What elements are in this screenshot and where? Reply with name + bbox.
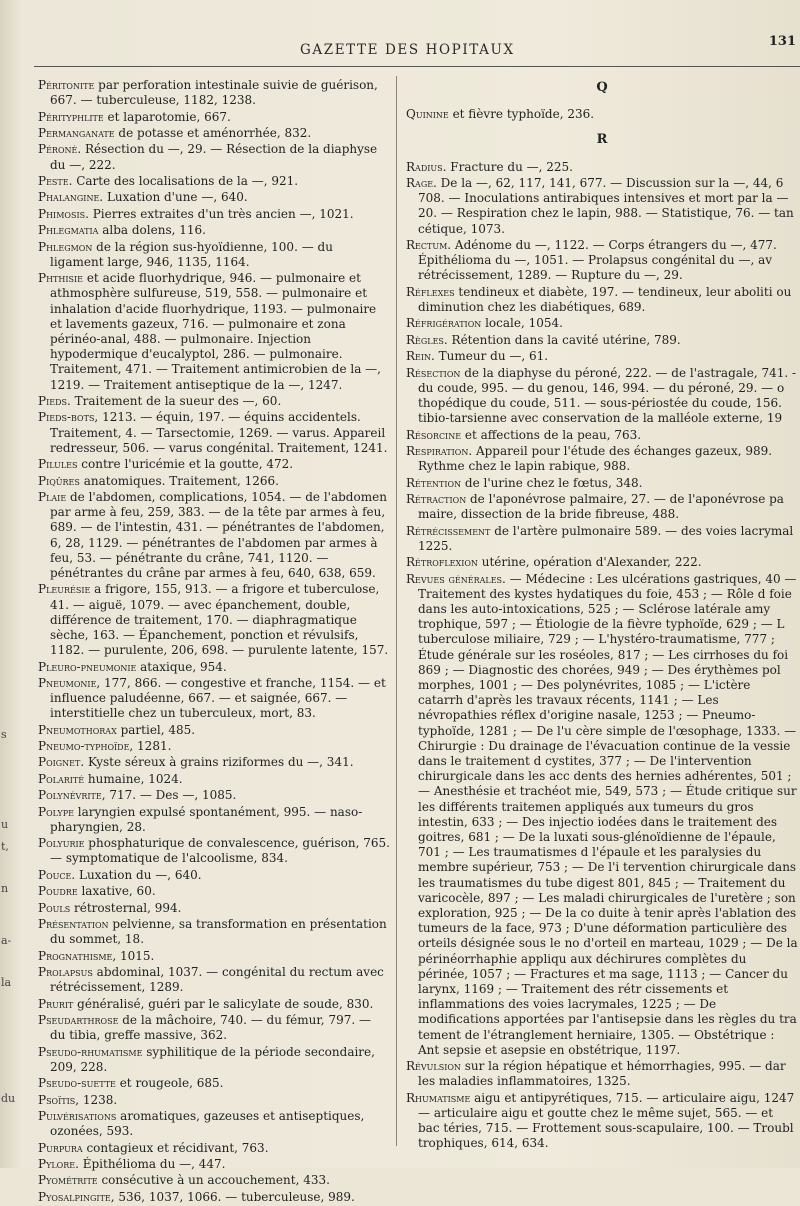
entry-keyword: Psoïtis, — [38, 1092, 80, 1107]
entry-keyword: Rétroflexion — [406, 555, 478, 570]
entry-keyword: Permanganate — [38, 125, 115, 140]
entry-text: alba dolens, 116. — [98, 223, 206, 238]
index-entry — [38, 190, 390, 205]
entry-text: de l'artère pulmonaire 589. — des voies lacrymal 1225. — [418, 523, 794, 553]
entry-text: consécutive à un accouchement, 433. — [97, 1173, 330, 1188]
index-entry — [38, 78, 390, 108]
entry-keyword: Prurit — [38, 996, 74, 1011]
entry-keyword: Rhumatisme — [406, 1090, 471, 1105]
entry-keyword: Réfrigération — [406, 316, 482, 331]
entry-text: Luxation du —, 640. — [75, 867, 202, 882]
entry-keyword: Phimosis. — [38, 206, 89, 221]
entry-keyword: Révulsion — [406, 1059, 461, 1074]
index-entry — [38, 394, 390, 409]
index-entry — [38, 1190, 390, 1205]
entry-text: 536, 1037, 1066. — tuberculeuse, 989. — [114, 1189, 355, 1204]
entry-text: Adénome du —, 1122. — Corps étrangers du —, 477. Épithélioma du —, 1051. — Prolapsus congénital du —, av rétrécissement, 1289. — Rupture du —, 29. — [418, 238, 777, 283]
entry-keyword: Plaie — [38, 489, 67, 504]
index-entry — [406, 1059, 798, 1089]
entry-text: Fracture du —, 225. — [446, 159, 573, 174]
index-entry — [38, 474, 390, 489]
entry-keyword: Pyométrite — [38, 1173, 98, 1188]
index-entry — [406, 316, 798, 331]
entry-keyword: Polarité — [38, 771, 85, 786]
entry-text: aromatiques, gazeuses et antiseptiques, ozonées, 593. — [50, 1108, 365, 1139]
entry-keyword: Pseudo-rhumatisme — [38, 1044, 143, 1059]
entry-text: de la diaphyse du péroné, 222. — de l'astragale, 741. - du coude, 995. — du genou, 146, 994. — du péroné, 29. — o thopédique du coude, 511. — sous-périostée du coude, 156. tibio-tarsienne avec conservation de la malléole externe, 19 — [418, 365, 797, 426]
entry-keyword: Pylore. — [38, 1156, 79, 1171]
entry-text: de l'urine chez le fœtus, 348. — [461, 475, 643, 490]
entry-keyword: Résorcine — [406, 427, 462, 442]
entry-keyword: Polyurie — [38, 836, 85, 851]
index-entry — [38, 805, 390, 835]
entry-keyword: Pseudarthrose — [38, 1012, 119, 1027]
entry-text: locale, 1054. — [481, 316, 563, 331]
index-entry — [406, 107, 798, 122]
index-entry — [406, 285, 798, 315]
left-edge-fragment — [0, 700, 14, 1120]
section-r-entries — [406, 160, 798, 1152]
entry-keyword: Péroné. — [38, 142, 82, 157]
entry-text: ataxique, 954. — [136, 659, 227, 674]
page-number: 131 — [768, 34, 796, 49]
entry-keyword: Pouls — [38, 900, 71, 915]
entry-keyword: Rétrécissement — [406, 523, 491, 538]
index-entry — [38, 901, 390, 916]
index-entry — [38, 490, 390, 581]
entry-text: Luxation d'une —, 640. — [103, 190, 248, 205]
entry-keyword: Rage. — [406, 176, 437, 190]
entry-text: phosphaturique de convalescence, guérison, 765. — symptomatique de l'alcoolisme, 834. — [50, 836, 390, 866]
index-entry — [38, 142, 390, 172]
entry-text: Carte des localisations de la —, 921. — [72, 173, 299, 188]
right-column — [406, 78, 798, 1153]
index-entry — [38, 1141, 390, 1156]
index-entry — [38, 126, 390, 141]
entry-keyword: Phlegmon — [38, 239, 93, 254]
entry-text: de l'aponévrose palmaire, 27. — de l'aponévrose pa maire, dissection de la bride fibreuse, 488. — [418, 491, 784, 522]
entry-keyword: Présentation — [38, 917, 109, 932]
index-entry — [38, 660, 390, 675]
entry-text: laryngien expulsé spontanément, 995. — naso-pharyngien, 28. — [50, 804, 363, 834]
index-entry — [38, 1013, 390, 1043]
index-entry — [38, 110, 390, 125]
left-column — [38, 78, 390, 1206]
index-entry — [406, 572, 798, 1059]
entry-keyword: Piqûres — [38, 473, 80, 488]
entry-text: contagieux et récidivant, 763. — [82, 1140, 269, 1155]
index-entry — [38, 884, 390, 899]
section-q-entries — [406, 107, 798, 122]
entry-keyword: Polype — [38, 804, 74, 819]
edge-fragment-text: s — [1, 728, 7, 741]
edge-fragment-text: t, — [1, 840, 9, 853]
entry-keyword: Pilules — [38, 457, 78, 472]
index-entry — [38, 1076, 390, 1091]
entry-keyword: Pleuro-pneumonie — [38, 659, 137, 674]
entry-keyword: Pyosalpingite, — [38, 1189, 115, 1204]
entry-text: De la —, 62, 117, 141, 677. — Discussion sur la —, 44, 6 708. — Inoculations antirabiques intensives et mort par la — 20. — Respiration chez le lapin, 988. — Statistique, 76. — tan cétique, 1073. — [418, 176, 794, 236]
entry-text: par perforation intestinale suivie de guérison, 667. — tuberculeuse, 1182, 1238. — [50, 78, 378, 108]
entry-text: humaine, 1024. — [84, 771, 183, 786]
index-entry — [406, 1091, 798, 1152]
entry-keyword: Pieds-bots, — [38, 410, 99, 425]
entry-keyword: Pleurésie — [38, 582, 91, 597]
entry-keyword: Respiration. — [406, 443, 473, 458]
entry-keyword: Rétraction — [406, 491, 467, 506]
entry-text: tendineux et diabète, 197. — tendineux, leur aboliti ou diminution chez les diabétiques, 689. — [418, 284, 792, 314]
index-entry — [38, 676, 390, 722]
entry-keyword: Rectum. — [406, 238, 452, 252]
index-entry — [406, 349, 798, 364]
entry-keyword: Pulvérisations — [38, 1108, 117, 1123]
index-entry — [38, 1173, 390, 1188]
index-entry — [406, 444, 798, 474]
entry-keyword: Pneumo-typhoïde, — [38, 739, 134, 754]
entry-keyword: Réflexes — [406, 284, 455, 299]
entry-text: Traitement de la sueur des —, 60. — [70, 393, 282, 408]
entry-text: 717. — Des —, 1085. — [105, 788, 237, 803]
index-entry — [38, 1093, 390, 1108]
entry-keyword: Polynévrite, — [38, 788, 106, 803]
entry-text: Épithélioma du —, 447. — [78, 1156, 226, 1171]
edge-fragment-text: du — [1, 1092, 16, 1105]
index-entry — [38, 240, 390, 270]
journal-title: GAZETTE DES HOPITAUX — [300, 42, 515, 58]
entry-text: laxative, 60. — [77, 884, 156, 899]
entry-text: abdominal, 1037. — congénital du rectum avec rétrécissement, 1289. — [50, 965, 384, 995]
entry-text: et affections de la peau, 763. — [461, 427, 642, 442]
edge-fragment-text: a- — [1, 934, 12, 947]
entry-text: rétrosternal, 994. — [70, 900, 182, 915]
index-entry — [406, 238, 798, 284]
entry-text: a frigore, 155, 913. — a frigore et tuberculose, 41. — aiguë, 1079. — avec épanchement, double, différence de traitement, 170. — diaphragmatique sèche, 163. — Épanchement, ponction et révulsifs, 1182. — purulente, 206, 698. — purulente latente, 157. — [50, 582, 389, 658]
header-rule — [34, 66, 800, 67]
index-entry — [38, 965, 390, 995]
index-entry — [406, 428, 798, 443]
index-entry — [38, 1045, 390, 1075]
section-letter-q: Q — [596, 80, 608, 95]
entry-text: aigu et antipyrétiques, 715. — articulaire aigu, 1247 — articulaire aigu et goutte chez le même sujet, 565. — et bac téries, 715. — Frottement sous-scapulaire, 100. — Troubl trophiques, 614, 634. — [418, 1090, 795, 1151]
entry-text: utérine, opération d'Alexander, 222. — [477, 555, 702, 570]
entry-text: sur la région hépatique et hémorrhagies, 995. — dar les maladies inflammatoires, 1325. — [418, 1059, 786, 1089]
index-entry — [406, 492, 798, 522]
entry-keyword: Pouce. — [38, 867, 76, 882]
entry-text: Rétention dans la cavité utérine, 789. — [447, 332, 681, 347]
entry-text: partiel, 485. — [116, 722, 196, 737]
index-entry — [38, 949, 390, 964]
entry-keyword: Revues générales. — [406, 571, 506, 586]
entry-text: de potasse et aménorrhée, 832. — [114, 125, 312, 140]
entry-text: généralisé, guéri par le salicylate de soude, 830. — [73, 996, 374, 1011]
entry-keyword: Radius. — [406, 159, 447, 174]
edge-fragment-text: u — [1, 818, 9, 831]
index-entry — [38, 457, 390, 472]
index-entry — [38, 1109, 390, 1139]
index-entry — [38, 755, 390, 770]
entry-text: — Médecine : Les ulcérations gastriques, 40 — Traitement des kystes hydatiques du foie, 453 ; — Rôle d foie dans les auto-intoxications, 525 ; — Sclérose latérale amy trophique, 597 ; — Étiologie de la fièvre typhoïde, 629 ; — L tuberculose miliaire, 729 ; — L'hystéro-traumatisme, 777 ; Étude générale sur les roséoles, 817 ; — Les cirrhoses du foi 869 ; — Diagnostic des chorées, 949 ; — Des érythèmes pol morphes, 1001 ; — Des polynévrites, 1085 ; — L'ictère catarrh d'après les travaux récents, 1141 ; — Les névropathies réflex d'origine nasale, 1253 ; — Pneumo-typhoïde, 1281 ; — De l'u cère simple de l'œsophage, 1333. — Chirurgie : Du drainage de l'évacuation continue de la vessie dans le traitement d cystites, 377 ; — De l'intervention chirurgicale dans les acc dents des hernies adhérentes, 501 ; — Anesthésie et trachéot mie, 549, 573 ; — Étude critique sur les différents traitemen appliqués aux tumeurs du gros intestin, 633 ; — Des injectio iodées dans le traitement des goitres, 681 ; — De la luxati sous-glénoïdienne de l'épaule, 701 ; — Les traumatismes d l'épaule et les paralysies du membre supérieur, 753 ; — De l'i tervention chirurgicale dans les traumatismes du tube digest 801, 845 ; — Traitement du varicocèle, 897 ; — Les maladi chirurgicales de l'uretère ; son exploration, 925 ; — De la co duite à tenir après l'ablation des tumeurs de la face, 973 ; D'une déformation particulière des orteils désignée sous le no d'orteil en marteau, 1029 ; — De la périnéorrhaphie appliqu aux déchirures complètes du périnée, 1057 ; — Fractures et ma sage, 1113 ; — Cancer du larynx, 1169 ; — Traitement des rétr cissements et inflammations des voies lacrymales, 1225 ; — De modifications apportées par l'antisepsie dans les règles du tra tement de l'étranglement herniaire, 1305. — Obstétrique : Ant sepsie et asepsie en obstétrique, 1197. — [418, 571, 798, 1057]
entry-keyword: Peste. — [38, 173, 73, 188]
edge-fragment-text: la — [1, 976, 12, 989]
entry-text: 1281. — [133, 739, 172, 754]
entry-text: 1015. — [116, 948, 155, 963]
index-entry — [406, 176, 798, 237]
entry-keyword: Phlegmatia — [38, 223, 99, 238]
entry-keyword: Phthisie — [38, 271, 84, 286]
entry-text: anatomiques. Traitement, 1266. — [79, 473, 279, 488]
entry-text: et acide fluorhydrique, 946. — pulmonaire et athmosphère sulfureuse, 519, 558. — pulmonaire et inhalation d'acide fluorhydrique, 1193. — pulmonaire et lavements gazeux, 716. — pulmonaire et zona périnéo-anal, 488. — pulmonaire. Injection hypodermique d'eucalyptol, 286. — pulmonaire. Traitement, 471. — Traitement antimicrobien de la —, 1219. — Traitement antiseptique de la —, 1247. — [50, 271, 381, 392]
index-entry — [406, 555, 798, 570]
index-entry — [38, 410, 390, 456]
entry-keyword: Poudre — [38, 884, 78, 899]
entry-keyword: Prolapsus — [38, 965, 93, 979]
entry-text: 177, 866. — congestive et franche, 1154. — et influence paludéenne, 667. — et saignée, 667. — interstitielle chez un tuberculeux, mort, 83. — [50, 675, 386, 721]
index-entry — [38, 582, 390, 658]
index-entry — [406, 366, 798, 427]
index-entry — [38, 223, 390, 238]
entry-text: Appareil pour l'étude des échanges gazeux, 989. Rythme chez le lapin rabique, 988. — [418, 443, 773, 474]
entry-keyword: Pneumothorax — [38, 722, 117, 737]
index-entry — [38, 917, 390, 947]
index-entry — [38, 174, 390, 189]
index-entry — [38, 739, 390, 754]
entry-text: et laparotomie, 667. — [103, 109, 231, 124]
entry-keyword: Purpura — [38, 1140, 83, 1155]
entry-text: 1213. — équin, 197. — équins accidentels. Traitement, 4. — Tarsectomie, 1269. — varus. Appareil redresseur, 506. — varus congénital. Traitement, 1241. — [50, 410, 388, 455]
index-entry — [38, 997, 390, 1012]
entry-text: de la mâchoire, 740. — du fémur, 797. — du tibia, greffe massive, 362. — [50, 1012, 371, 1043]
entry-text: syphilitique de la période secondaire, 209, 228. — [50, 1044, 375, 1074]
entry-keyword: Règles. — [406, 332, 448, 347]
index-entry — [38, 271, 390, 393]
index-entry — [406, 160, 798, 175]
entry-text: de l'abdomen, complications, 1054. — de l'abdomen par arme à feu, 259, 383. — de la tête par armes à feu, 689. — de l'intestin, 431. — pénétrantes de l'abdomen, 6, 28, 1129. — pénétrantes de l'abdomen par armes à feu, 53. — pénétrante du crâne, 741, 1120. — pénétrantes du crâne par armes à feu, 640, 638, 659. — [50, 489, 387, 580]
entry-keyword: Rétention — [406, 475, 462, 490]
entry-keyword: Pseudo-suette — [38, 1076, 116, 1091]
edge-fragment-text: n — [1, 882, 9, 895]
entry-keyword: Péritonite — [38, 78, 95, 92]
entry-keyword: Pérityphlite — [38, 109, 104, 124]
index-entry — [38, 1157, 390, 1172]
index-entry — [38, 772, 390, 787]
entry-keyword: Quinine — [406, 107, 449, 122]
index-entry — [38, 723, 390, 738]
index-entry — [38, 207, 390, 222]
entry-text: et rougeole, 685. — [115, 1076, 224, 1091]
entry-text: Tumeur du —, 61. — [434, 349, 549, 364]
entry-text: Kyste séreux à grains riziformes du —, 341. — [84, 755, 354, 770]
column-divider — [396, 76, 397, 1146]
entry-text: Pierres extraites d'un très ancien —, 1021. — [88, 206, 354, 221]
entry-keyword: Poignet. — [38, 755, 85, 770]
entry-keyword: Phalangine. — [38, 190, 104, 205]
entry-text: contre l'uricémie et la goutte, 472. — [77, 457, 294, 472]
section-letter-r: R — [596, 132, 608, 148]
index-entry — [406, 333, 798, 348]
entry-text: Résection du —, 29. — Résection de la diaphyse du —, 222. — [50, 142, 378, 172]
entry-text: et fièvre typhoïde, 236. — [448, 107, 595, 122]
index-entry — [406, 524, 798, 554]
index-entry — [38, 836, 390, 866]
entry-text: pelvienne, sa transformation en présentation du sommet, 18. — [50, 917, 387, 947]
index-entry — [38, 868, 390, 883]
entry-keyword: Pieds. — [38, 393, 71, 408]
entry-keyword: Résection — [406, 365, 461, 380]
index-entry — [38, 788, 390, 803]
entry-keyword: Rein. — [406, 349, 435, 364]
index-entry — [406, 476, 798, 491]
entry-text: 1238. — [79, 1092, 118, 1107]
entry-keyword: Prognathisme, — [38, 948, 117, 963]
entry-keyword: Pneumonie, — [38, 675, 101, 690]
entry-text: de la région sus-hyoïdienne, 100. — du ligament large, 946, 1135, 1164. — [50, 239, 333, 269]
